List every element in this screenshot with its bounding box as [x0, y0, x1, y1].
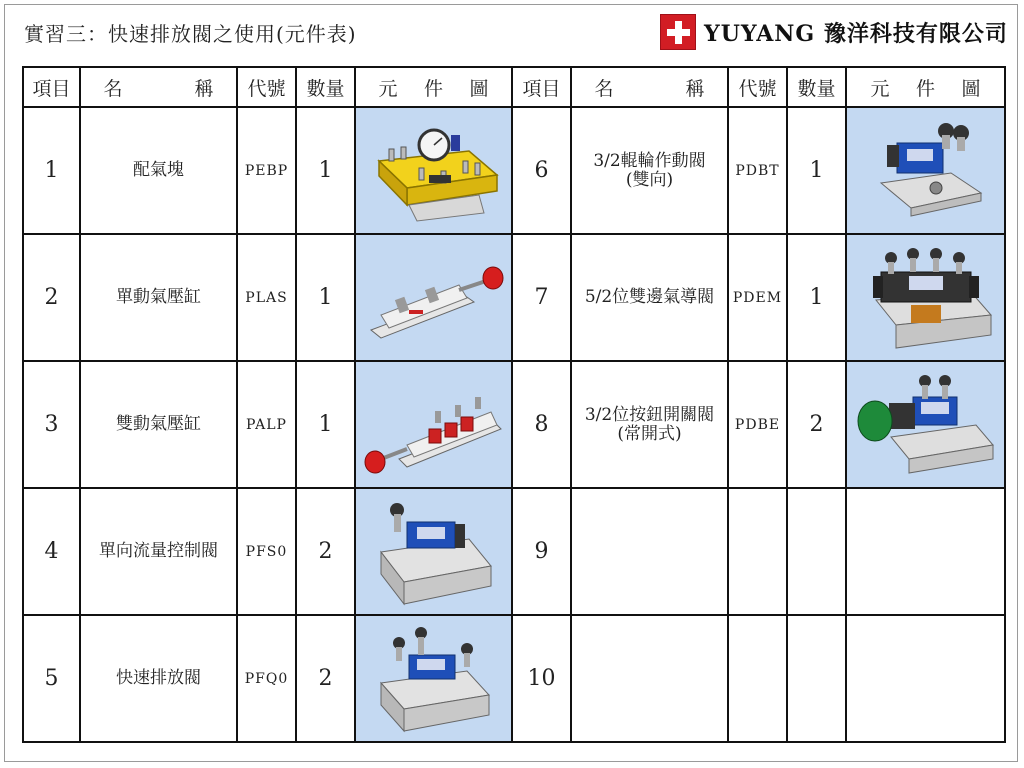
roller-valve-icon	[851, 113, 1001, 228]
item-name: 快速排放閥	[80, 615, 237, 742]
item-qty: 2	[787, 361, 846, 488]
item-code: PDBE	[728, 361, 787, 488]
item-name: 5/2位雙邊氣導閥	[571, 234, 728, 361]
item-qty: 2	[296, 488, 355, 615]
item-name: 3/2位按鈕開關閥 (常開式)	[571, 361, 728, 488]
item-image	[355, 107, 512, 234]
item-number: 7	[512, 234, 571, 361]
item-image	[355, 361, 512, 488]
page-title: 實習三：快速排放閥之使用(元件表)	[24, 22, 357, 46]
item-name: 配氣塊	[80, 107, 237, 234]
item-image	[846, 234, 1005, 361]
item-image	[846, 361, 1005, 488]
item-name	[571, 488, 728, 615]
item-code: PEBP	[237, 107, 296, 234]
item-qty: 1	[296, 361, 355, 488]
double-acting-cylinder-icon	[359, 367, 509, 482]
header-code: 代號	[728, 67, 787, 107]
header-qty: 數量	[787, 67, 846, 107]
item-code: PLAS	[237, 234, 296, 361]
item-number: 8	[512, 361, 571, 488]
components-table	[22, 66, 1006, 743]
red-cross-logo-icon	[660, 14, 696, 50]
item-name: 雙動氣壓缸	[80, 361, 237, 488]
item-number: 3	[23, 361, 80, 488]
pilot-valve-icon	[851, 240, 1001, 355]
item-name	[571, 615, 728, 742]
item-number: 1	[23, 107, 80, 234]
item-name: 3/2輥輪作動閥 (雙向)	[571, 107, 728, 234]
item-name: 單動氣壓缸	[80, 234, 237, 361]
brand-name: YUYANG 豫洋科技有限公司	[704, 20, 1008, 47]
table-row	[23, 488, 1005, 615]
item-image	[355, 234, 512, 361]
single-acting-cylinder-icon	[359, 240, 509, 355]
item-code: PDEM	[728, 234, 787, 361]
item-image	[355, 488, 512, 615]
item-code	[728, 615, 787, 742]
item-image	[355, 615, 512, 742]
item-code: PFQ0	[237, 615, 296, 742]
table-row	[23, 615, 1005, 742]
item-image	[846, 107, 1005, 234]
push-button-valve-icon	[851, 367, 1001, 482]
item-code: PDBT	[728, 107, 787, 234]
item-image-empty	[846, 615, 1005, 742]
header-qty: 數量	[296, 67, 355, 107]
table-row	[23, 234, 1005, 361]
flow-control-valve-icon	[359, 494, 509, 609]
header-name: 名 稱	[571, 67, 728, 107]
item-name: 單向流量控制閥	[80, 488, 237, 615]
item-qty	[787, 488, 846, 615]
header-image: 元 件 圖	[355, 67, 512, 107]
item-number: 5	[23, 615, 80, 742]
item-number: 4	[23, 488, 80, 615]
item-number: 10	[512, 615, 571, 742]
item-code: PFS0	[237, 488, 296, 615]
table-row	[23, 361, 1005, 488]
item-qty: 1	[787, 107, 846, 234]
header-code: 代號	[237, 67, 296, 107]
item-qty	[787, 615, 846, 742]
item-qty: 1	[296, 234, 355, 361]
item-number: 6	[512, 107, 571, 234]
header-image: 元 件 圖	[846, 67, 1005, 107]
item-qty: 1	[296, 107, 355, 234]
quick-exhaust-valve-icon	[359, 621, 509, 736]
table-header-row	[23, 67, 1005, 107]
item-qty: 1	[787, 234, 846, 361]
header-item: 項目	[512, 67, 571, 107]
table-row	[23, 107, 1005, 234]
manifold-block-icon	[359, 113, 509, 228]
item-number: 2	[23, 234, 80, 361]
brand-logo	[660, 10, 1008, 54]
item-qty: 2	[296, 615, 355, 742]
item-code: PALP	[237, 361, 296, 488]
header-item: 項目	[23, 67, 80, 107]
item-image-empty	[846, 488, 1005, 615]
header-name: 名 稱	[80, 67, 237, 107]
item-number: 9	[512, 488, 571, 615]
item-code	[728, 488, 787, 615]
